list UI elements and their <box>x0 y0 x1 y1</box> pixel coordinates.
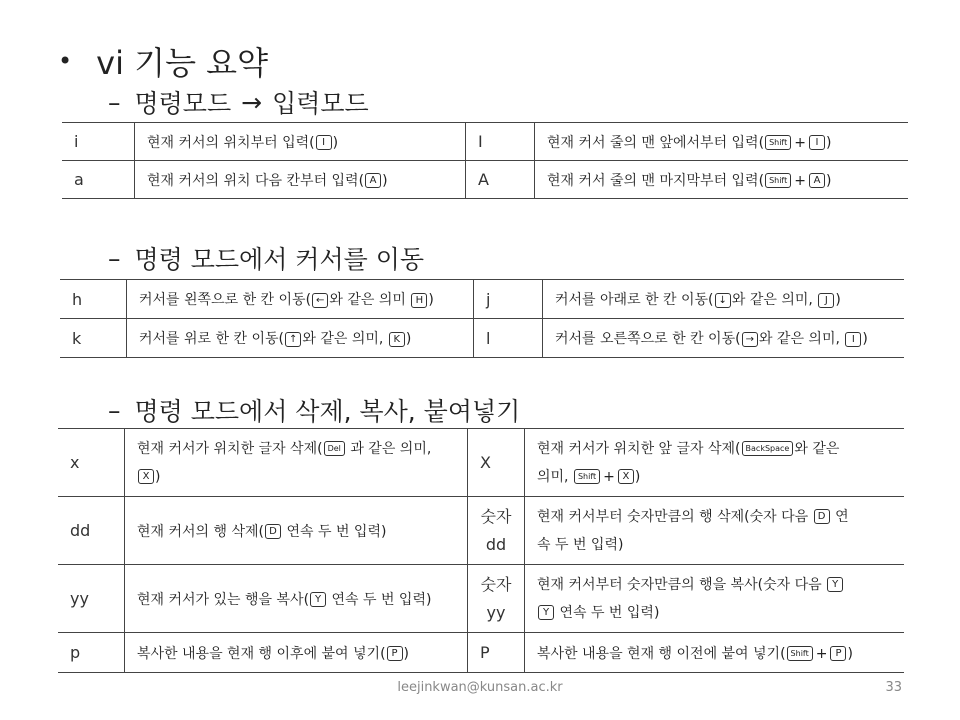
desc-text: ) <box>428 292 434 308</box>
desc-cell <box>125 565 468 633</box>
desc-text: 복사한 내용을 현재 행 이후에 붙여 넣기( <box>137 645 386 662</box>
backspace-key-icon: BackSpace <box>742 441 794 456</box>
key-icon: D <box>265 524 281 539</box>
key-icon: Y <box>538 605 554 620</box>
desc-cell <box>525 633 905 673</box>
desc-text: 과 같은 의미, <box>350 440 432 457</box>
table-row <box>58 497 904 565</box>
key-icon: I <box>316 135 332 150</box>
key-icon: D <box>814 509 830 524</box>
desc-cell <box>135 161 466 199</box>
desc-text: 현재 커서가 위치한 글자 삭제( <box>137 440 323 457</box>
cursor-move-table <box>60 279 904 358</box>
key-cell: p <box>58 633 125 673</box>
desc-text: ) <box>862 331 868 347</box>
desc-text: 현재 커서의 위치 다음 칸부터 입력( <box>147 172 365 189</box>
heading-text: 명령 모드에서 커서를 이동 <box>134 245 424 274</box>
desc-text: 와 같은 의미, <box>731 292 813 308</box>
key-cell: j <box>474 280 543 319</box>
arrow-up-key-icon: ↑ <box>285 332 301 347</box>
key-cell: i <box>62 123 135 161</box>
desc-text: 현재 커서의 행 삭제( <box>137 523 265 540</box>
desc-text: 연속 두 번 입력) <box>286 523 387 540</box>
key-icon: P <box>387 646 403 661</box>
desc-text: ) <box>403 645 410 662</box>
desc-cell <box>543 280 905 319</box>
page-number: 33 <box>885 680 902 695</box>
slide-title <box>58 38 268 84</box>
desc-text: 현재 커서 줄의 맨 앞에서부터 입력( <box>547 134 765 151</box>
table-row <box>58 633 904 673</box>
desc-text: 커서를 오른쪽으로 한 칸 이동( <box>555 331 741 347</box>
key-cell: x <box>58 429 125 497</box>
desc-text: 와 같은 의미, <box>302 331 384 347</box>
title-text: vi 기능 요약 <box>96 44 268 82</box>
desc-cell <box>525 429 905 497</box>
table-row <box>62 161 908 199</box>
footer-email: leejinkwan@kunsan.ac.kr <box>397 680 563 695</box>
key-cell: k <box>60 319 127 358</box>
key-icon: A <box>365 173 381 188</box>
key-cell: a <box>62 161 135 199</box>
desc-text: ) <box>155 468 161 485</box>
desc-text: ) <box>847 645 853 662</box>
desc-cell <box>127 319 474 358</box>
shift-key-icon: Shift <box>787 646 813 661</box>
desc-text: ) <box>634 468 641 485</box>
key-text: 숫자 <box>480 506 512 526</box>
table-row <box>62 123 908 161</box>
desc-text: 현재 커서부터 숫자만큼의 행을 복사(숫자 다음 <box>537 576 822 593</box>
desc-cell <box>525 565 905 633</box>
mode-switch-table <box>62 122 908 199</box>
desc-text: ) <box>825 172 832 189</box>
section-heading-3 <box>108 392 520 428</box>
key-cell <box>468 565 525 633</box>
table-row <box>60 280 904 319</box>
key-icon: I <box>809 135 825 150</box>
key-text: yy <box>486 602 506 622</box>
key-text: dd <box>485 534 507 554</box>
desc-text: 커서를 왼쪽으로 한 칸 이동( <box>139 292 312 308</box>
desc-text: 연 <box>835 508 849 525</box>
arrow-left-key-icon: ← <box>312 293 328 308</box>
desc-text: 현재 커서 줄의 맨 마지막부터 입력( <box>547 172 765 189</box>
desc-cell <box>535 161 909 199</box>
section-heading-1 <box>108 84 369 120</box>
delete-copy-paste-table <box>58 428 904 673</box>
desc-cell <box>135 123 466 161</box>
key-cell: I <box>466 123 535 161</box>
desc-text: 커서를 위로 한 칸 이동( <box>139 331 284 347</box>
desc-text: 복사한 내용을 현재 행 이전에 붙여 넣기( <box>537 645 786 662</box>
desc-cell <box>525 497 905 565</box>
section-heading-2 <box>108 240 424 276</box>
desc-text: 와 같은 의미, <box>758 331 840 347</box>
arrow-icon: → <box>241 87 263 117</box>
shift-key-icon: Shift <box>765 173 791 188</box>
desc-text: ) <box>825 134 832 151</box>
key-cell: l <box>474 319 543 358</box>
desc-text: 와 같은 <box>794 440 840 457</box>
desc-cell <box>535 123 909 161</box>
key-icon: X <box>618 469 634 484</box>
desc-text: ) <box>332 134 339 151</box>
desc-text: 연속 두 번 입력) <box>331 591 432 608</box>
key-cell: dd <box>58 497 125 565</box>
arrow-down-key-icon: ↓ <box>715 293 731 308</box>
heading-text: 명령모드 <box>134 89 232 118</box>
desc-text: 현재 커서부터 숫자만큼의 행 삭제(숫자 다음 <box>537 508 809 525</box>
desc-text: 와 같은 의미 <box>329 292 406 308</box>
table-row <box>58 429 904 497</box>
desc-text: 의미, <box>537 468 569 485</box>
key-icon: P <box>830 646 846 661</box>
shift-key-icon: Shift <box>574 469 600 484</box>
desc-text: ) <box>835 292 841 308</box>
desc-text: ) <box>405 331 412 347</box>
key-icon: K <box>389 332 405 347</box>
key-text: 숫자 <box>480 574 512 594</box>
desc-cell <box>125 429 468 497</box>
desc-text: 현재 커서의 위치부터 입력( <box>147 134 315 151</box>
key-icon: Y <box>310 592 326 607</box>
plus-text: + <box>794 172 806 189</box>
plus-text: + <box>815 645 828 662</box>
key-cell: A <box>466 161 535 199</box>
desc-cell <box>125 633 468 673</box>
table-row <box>58 565 904 633</box>
desc-cell <box>127 280 474 319</box>
key-icon: A <box>809 173 825 188</box>
shift-key-icon: Shift <box>765 135 791 150</box>
key-cell: yy <box>58 565 125 633</box>
key-icon: Y <box>827 577 843 592</box>
key-icon: X <box>138 469 154 484</box>
desc-text: 커서를 아래로 한 칸 이동( <box>555 292 714 308</box>
del-key-icon: Del <box>324 441 345 456</box>
desc-text: 현재 커서가 위치한 앞 글자 삭제( <box>537 440 741 457</box>
dash: – <box>108 87 121 117</box>
key-cell: P <box>468 633 525 673</box>
dash: – <box>108 243 121 273</box>
key-cell: h <box>60 280 127 319</box>
desc-text: 현재 커서가 있는 행을 복사( <box>137 591 310 608</box>
plus-text: + <box>794 134 806 151</box>
table-row <box>60 319 904 358</box>
desc-text: ) <box>382 172 388 189</box>
dash: – <box>108 395 121 425</box>
plus-text: + <box>603 468 615 485</box>
arrow-right-key-icon: → <box>742 332 758 347</box>
key-icon: J <box>818 293 834 308</box>
desc-text: 속 두 번 입력) <box>537 536 624 553</box>
key-icon: I <box>845 332 861 347</box>
title-bullet: • <box>58 47 73 75</box>
desc-cell <box>543 319 905 358</box>
key-icon: H <box>411 293 427 308</box>
desc-text: 연속 두 번 입력) <box>559 604 660 621</box>
key-cell <box>468 497 525 565</box>
desc-cell <box>125 497 468 565</box>
heading-text-2: 입력모드 <box>272 89 369 118</box>
heading-text: 명령 모드에서 삭제, 복사, 붙여넣기 <box>134 397 521 426</box>
key-cell: X <box>468 429 525 497</box>
